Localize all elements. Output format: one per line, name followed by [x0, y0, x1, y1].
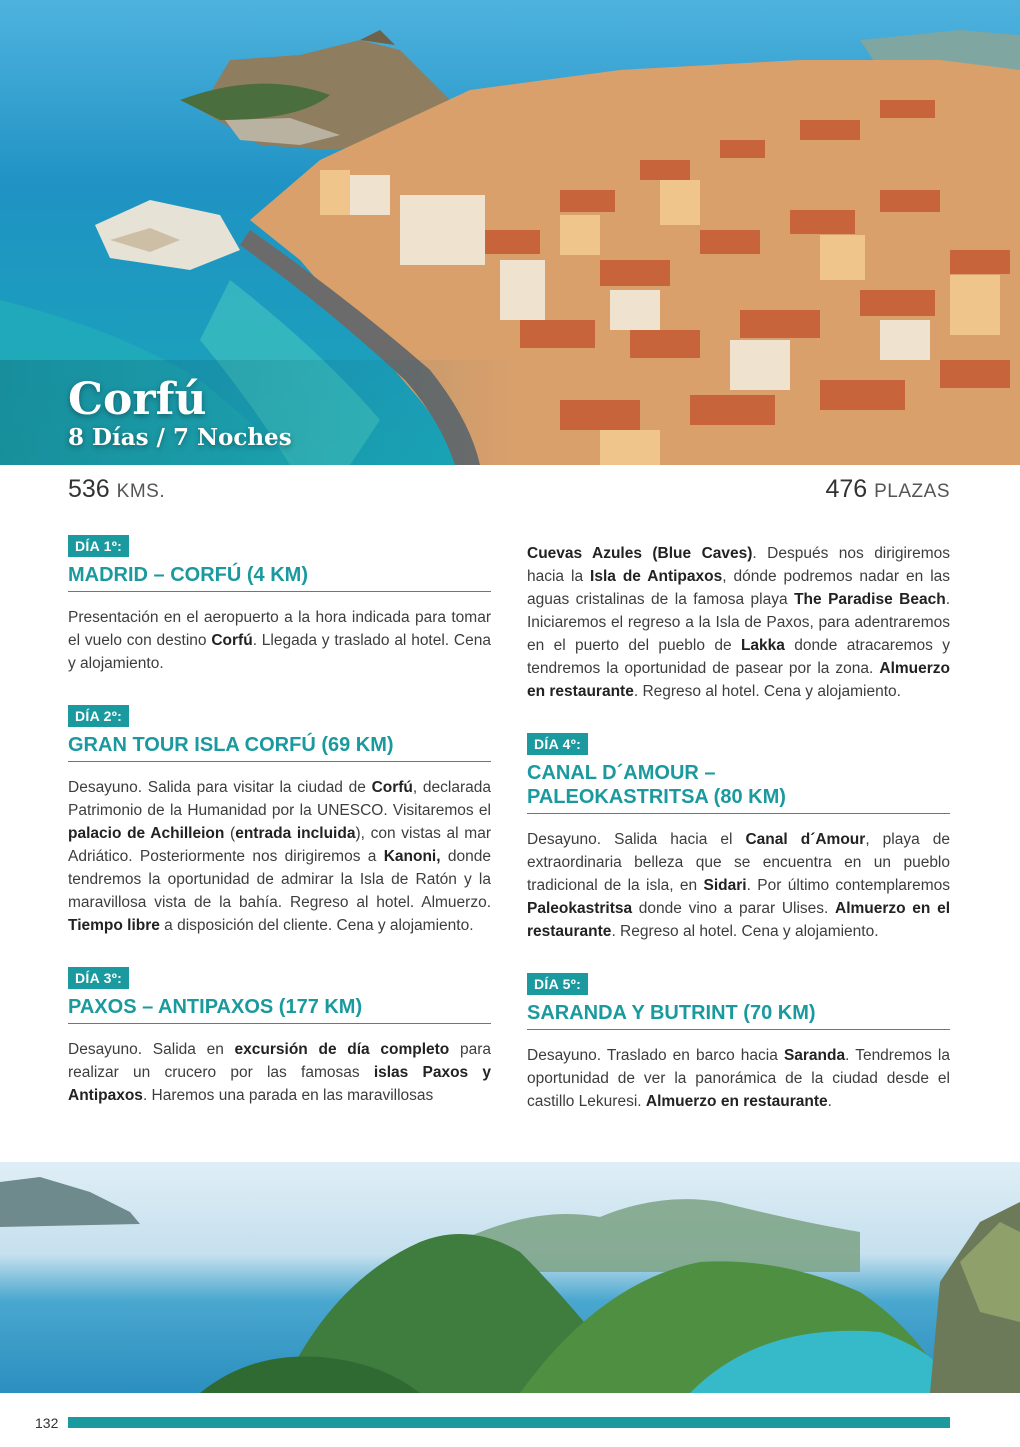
- distance-unit: KMS.: [116, 481, 166, 502]
- duration-subtitle: 8 Días / 7 Noches: [68, 424, 292, 451]
- green-bay-illustration: [0, 1162, 1020, 1393]
- day-tag: DÍA 1º:: [68, 535, 129, 557]
- day-title: MADRID – CORFÚ (4 KM): [68, 557, 491, 592]
- day-2: [68, 705, 491, 937]
- day-description: Desayuno. Salida para visitar la ciudad de Corfú, declarada Patrimonio de la Humanidad por la UNESCO. Visitaremos el palacio de Achilleion (entrada incluida), con vistas al mar Adriático. Posteriormente nos dirigiremos a Kanoni, donde tendremos la oportunidad de admirar la Isla de Ratón y la maravillosa vista de la bahía. Regreso al hotel. Almuerzo. Tiempo libre a disposición del cliente. Cena y alojamiento.: [68, 779, 491, 934]
- day-title: PAXOS – ANTIPAXOS (177 KM): [68, 989, 491, 1024]
- hero-photo: [0, 0, 1020, 465]
- itinerary-column-right: [527, 542, 950, 1138]
- day-title: [527, 755, 950, 814]
- page-number: 132: [35, 1415, 59, 1431]
- day-description: Desayuno. Salida en excursión de día completo para realizar un crucero por las famosas islas Paxos y Antipaxos. Haremos una parada en las maravillosas: [68, 1041, 491, 1104]
- seats-unit: PLAZAS: [874, 481, 950, 502]
- day-tag: DÍA 3º:: [68, 967, 129, 989]
- destination-title: Corfú: [68, 374, 207, 425]
- day-title: GRAN TOUR ISLA CORFÚ (69 KM): [68, 727, 491, 762]
- day-3: [68, 967, 491, 1107]
- day-title-line: CANAL D´AMOUR –: [527, 762, 716, 784]
- itinerary-column-left: [68, 535, 491, 1132]
- seats-value: 476: [825, 475, 868, 503]
- distance-value: 536: [68, 475, 110, 503]
- day-description: Cuevas Azules (Blue Caves). Después nos dirigiremos hacia la Isla de Antipaxos, dónde podremos nadar en las aguas cristalinas de la famosa playa The Paradise Beach. Iniciaremos el regreso a la Isla de Paxos, para adentraremos en el puerto del pueblo de Lakka donde atracaremos y tendremos la oportunidad de pasear por la zona. Almuerzo en restaurante. Regreso al hotel. Cena y alojamiento.: [527, 545, 951, 700]
- distance-stat: [68, 474, 165, 507]
- day-3-continued: [527, 542, 950, 703]
- day-title-line: PALEOKASTRITSA (80 KM): [527, 786, 786, 808]
- day-tag: DÍA 5º:: [527, 973, 588, 995]
- day-tag: DÍA 4º:: [527, 733, 588, 755]
- day-description: Desayuno. Salida hacia el Canal d´Amour, playa de extraordinaria belleza que se encuentra en un pueblo tradicional de la isla, en Sidari. Por último contemplaremos Paleokastritsa donde vino a parar Ulises. Almuerzo en el restaurante. Regreso al hotel. Cena y alojamiento.: [527, 831, 950, 940]
- day-description: Presentación en el aeropuerto a la hora indicada para tomar el vuelo con destino Corfú. Llegada y traslado al hotel. Cena y alojamiento.: [68, 609, 491, 672]
- day-5: [527, 973, 950, 1113]
- bay-photo: [0, 1162, 1020, 1393]
- day-description: Desayuno. Traslado en barco hacia Saranda. Tendremos la oportunidad de ver la panorámica de la ciudad desde el castillo Lekuresi. Almuerzo en restaurante.: [527, 1047, 950, 1110]
- seats-stat: [825, 474, 950, 507]
- day-title: SARANDA Y BUTRINT (70 KM): [527, 995, 950, 1030]
- day-4: [527, 733, 950, 943]
- footer-bar: [68, 1417, 950, 1428]
- day-tag: DÍA 2º:: [68, 705, 129, 727]
- day-1: [68, 535, 491, 675]
